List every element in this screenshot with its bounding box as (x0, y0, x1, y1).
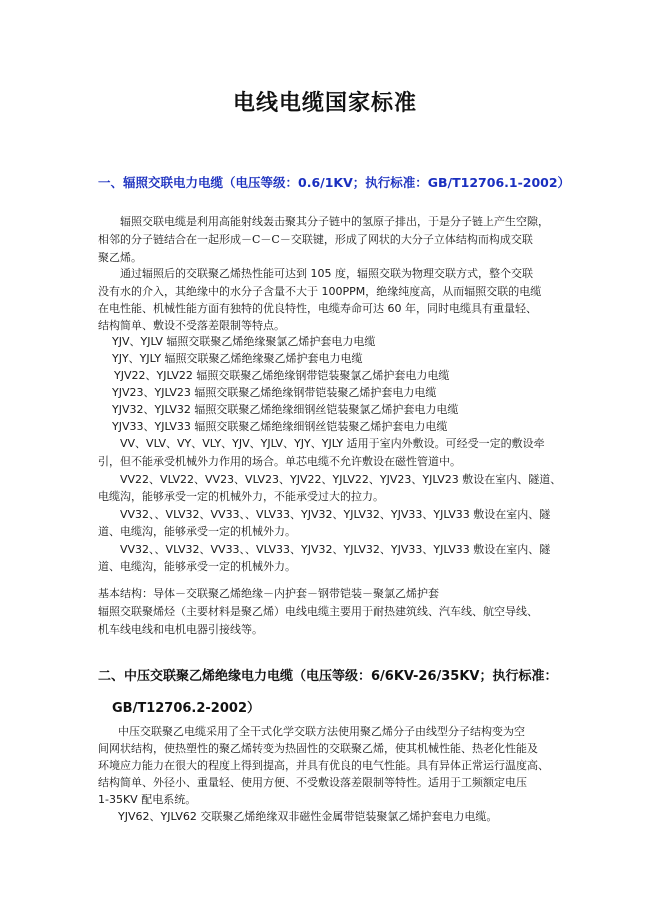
paragraph-line: 基本结构：导体－交联聚乙烯绝缘－内护套－钢带铠装－聚氯乙烯护套 (98, 587, 439, 600)
paragraph-line: VV32、、VLV32、VV33、、VLV33、YJV32、YJLV32、YJV33、YJLV33 敷设在室内、隧 (120, 508, 551, 521)
paragraph-line: YJV62、YJLV62 交联聚乙烯绝缘双非磁性金属带铠装聚氯乙烯护套电力电缆。 (118, 810, 498, 823)
paragraph-line: VV、VLV、VY、VLY、YJV、YJLV、YJY、YJLY 适用于室内外敷设。可经受一定的敷设牵 (120, 437, 545, 450)
paragraph-line: 1-35KV 配电系统。 (98, 793, 197, 806)
paragraph-line: 聚乙烯。 (98, 251, 142, 264)
paragraph-line: 道、电缆沟，能够承受一定的机械外力。 (98, 525, 296, 538)
paragraph-line: 道、电缆沟，能够承受一定的机械外力。 (98, 560, 296, 573)
paragraph-line: 在电性能、机械性能方面有独特的优良特性，电缆寿命可达 60 年，同时电缆具有重量轻、 (98, 302, 537, 315)
paragraph-line: 电缆沟，能够承受一定的机械外力，不能承受过大的拉力。 (98, 490, 384, 503)
cable-type-line: YJV32、YJLV32 辐照交联聚乙烯绝缘细钢丝铠装聚氯乙烯护套电力电缆 (112, 403, 459, 416)
paragraph-line: 没有水的介入，其绝缘中的水分子含量不大于 100PPM，绝缘纯度高，从而辐照交联的电缆 (98, 285, 542, 298)
paragraph-line: 间网状结构，使热塑性的聚乙烯转变为热固性的交联聚乙烯，使其机械性能、热老化性能及 (98, 742, 538, 755)
cable-type-line: YJV22、YJLV22 辐照交联聚乙烯绝缘钢带铠装聚氯乙烯护套电力电缆 (114, 369, 450, 382)
section-2-heading-line-2: GB/T12706.2-2002） (112, 701, 260, 716)
paragraph-line: 环境应力能力在很大的程度上得到提高，并具有优良的电气性能。具有异体正常运行温度高、 (98, 759, 549, 772)
paragraph-line: 引，但不能承受机械外力作用的场合。单芯电缆不允许敷设在磁性管道中。 (98, 455, 461, 468)
paragraph-line: 机车线电线和电机电器引接线等。 (98, 623, 263, 636)
paragraph-line: 辐照交联聚烯烃（主要材料是聚乙烯）电线电缆主要用于耐热建筑线、汽车线、航空导线、 (98, 605, 538, 618)
section-2-heading-line-1: 二、中压交联聚乙烯绝缘电力电缆（电压等级：6/6KV-26/35KV；执行标准： (98, 669, 558, 684)
paragraph-line: 相邻的分子链结合在一起形成－C－C－交联键，形成了网状的大分子立体结构而构成交联 (98, 233, 533, 246)
paragraph-line: 结构简单、外径小、重量轻、使用方便、不受敷设落差限制等特性。适用于工频额定电压 (98, 776, 527, 789)
cable-type-line: YJV、YJLV 辐照交联聚乙烯绝缘聚氯乙烯护套电力电缆 (112, 335, 376, 348)
paragraph-line: 辐照交联电缆是利用高能射线轰击聚其分子链中的氢原子排出，于是分子链上产生空隙， (120, 215, 549, 228)
cable-type-line: YJY、YJLY 辐照交联聚乙烯绝缘聚乙烯护套电力电缆 (112, 352, 363, 365)
cable-type-line: YJV23、YJLV23 辐照交联聚乙烯绝缘钢带铠装聚乙烯护套电力电缆 (112, 386, 437, 399)
paragraph-line: VV22、VLV22、VV23、VLV23、YJV22、YJLV22、YJV23、YJLV23 敷设在室内、隧道、 (120, 473, 562, 486)
paragraph-line: 通过辐照后的交联聚乙烯热性能可达到 105 度，辐照交联为物理交联方式，整个交联 (120, 267, 533, 280)
paragraph-line: 结构简单、敷设不受落差限制等特点。 (98, 319, 285, 332)
paragraph-line: 中压交联聚乙电缆采用了全干式化学交联方法使用聚乙烯分子由线型分子结构变为空 (118, 725, 525, 738)
document-title: 电线电缆国家标准 (232, 91, 417, 116)
paragraph-line: VV32、、VLV32、VV33、、VLV33、YJV32、YJLV32、YJV33、YJLV33 敷设在室内、隧 (120, 543, 551, 556)
section-1-heading: 一、辐照交联电力电缆（电压等级：0.6/1KV；执行标准：GB/T12706.1-2002） (98, 175, 571, 190)
cable-type-line: YJV33、YJLV33 辐照交联聚乙烯绝缘细钢丝铠装聚乙烯护套电力电缆 (112, 420, 448, 433)
